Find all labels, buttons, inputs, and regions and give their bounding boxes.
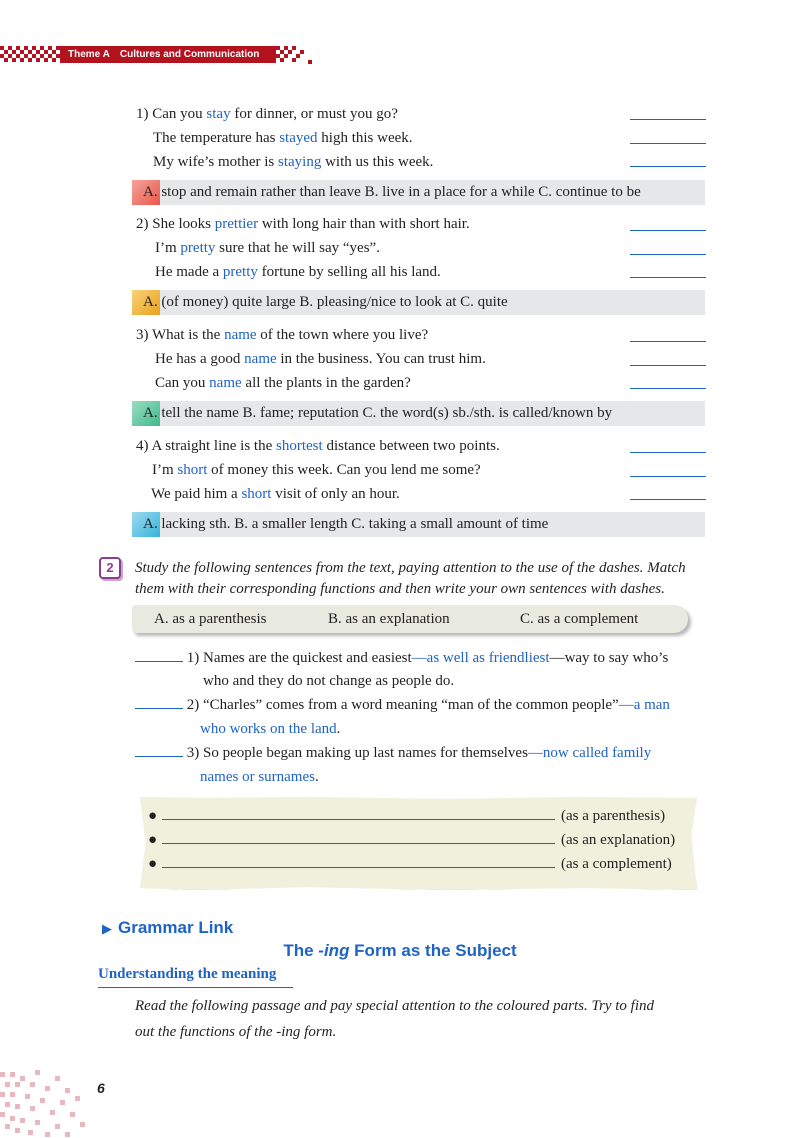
vocab4-sentence3: We paid him a short visit of only an hour. <box>151 486 400 502</box>
answer-blank[interactable] <box>630 166 706 167</box>
vocab1-options: A. stop and remain rather than leave B. live in a place for a while C. continue to be <box>132 180 705 205</box>
match-answer-blank[interactable] <box>135 695 183 709</box>
answer-blank[interactable] <box>630 388 706 389</box>
passage-instruction-line2: out the functions of the -ing form. <box>135 1024 337 1040</box>
vocab2-sentence3: He made a pretty fortune by selling all his land. <box>155 264 441 280</box>
own-sentence-row: ● (as an explanation) <box>148 832 676 848</box>
answer-blank[interactable] <box>630 254 706 255</box>
vocab1-sentence2: The temperature has stayed high this week. <box>153 130 413 146</box>
answer-blank[interactable] <box>630 499 706 500</box>
vocab2-options: A. (of money) quite large B. pleasing/nice to look at C. quite <box>132 290 705 315</box>
own-sentence-row: ● (as a parenthesis) <box>148 808 666 824</box>
answer-blank[interactable] <box>630 230 706 231</box>
task2-item2-line1: 2) “Charles” comes from a word meaning “man of the common people”—a man <box>135 695 670 715</box>
own-sentence-input[interactable] <box>162 854 555 868</box>
answer-blank[interactable] <box>630 119 706 120</box>
answer-blank[interactable] <box>630 365 706 366</box>
answer-blank[interactable] <box>630 143 706 144</box>
task2-item3-line2: names or surnames. <box>200 769 319 785</box>
triangle-arrow-icon: ▶ <box>102 921 112 936</box>
own-sentence-row: ● (as a complement) <box>148 856 672 872</box>
task2-instruction-line1: Study the following sentences from the text, paying attention to the use of the dashes. Match <box>135 560 686 576</box>
vocab1-sentence1: 1) Can you stay for dinner, or must you go? <box>136 106 398 122</box>
answer-blank[interactable] <box>630 341 706 342</box>
match-answer-blank[interactable] <box>135 743 183 757</box>
vocab4-options: A. lacking sth. B. a smaller length C. taking a small amount of time <box>132 512 705 537</box>
own-sentence-input[interactable] <box>162 830 555 844</box>
page-number: 6 <box>97 1080 105 1096</box>
grammar-title: The -ing Form as the Subject <box>283 941 517 960</box>
match-answer-blank[interactable] <box>135 648 183 662</box>
answer-blank[interactable] <box>630 476 706 477</box>
vocab3-sentence2: He has a good name in the business. You can trust him. <box>155 351 486 367</box>
vocab4-sentence2: I’m short of money this week. Can you lend me some? <box>152 462 481 478</box>
header-pattern-left <box>0 44 62 66</box>
function-option-b: B. as an explanation <box>328 611 450 627</box>
vocab3-sentence1: 3) What is the name of the town where you live? <box>136 327 429 343</box>
task-number-badge: 2 <box>99 557 121 579</box>
task2-item3-line1: 3) So people began making up last names for themselves—now called family <box>135 743 651 763</box>
vocab3-options: A. tell the name B. fame; reputation C. the word(s) sb./sth. is called/known by <box>132 401 705 426</box>
vocab4-sentence1: 4) A straight line is the shortest distance between two points. <box>136 438 500 454</box>
vocab3-sentence3: Can you name all the plants in the garden? <box>155 375 411 391</box>
function-options-bar <box>132 605 688 633</box>
own-sentence-input[interactable] <box>162 806 555 820</box>
theme-header <box>60 46 276 63</box>
task2-instruction-line2: them with their corresponding functions and then write your own sentences with dashes. <box>135 581 665 597</box>
vocab1-sentence3: My wife’s mother is staying with us this week. <box>153 154 434 170</box>
grammar-link-heading: ▶ Grammar Link <box>102 918 234 937</box>
task2-item2-line2: who works on the land. <box>200 721 341 737</box>
theme-title: Cultures and Communication <box>119 49 260 60</box>
task2-item1-line2: who and they do not change as people do. <box>203 673 455 689</box>
section-underline <box>98 987 293 988</box>
answer-blank[interactable] <box>630 277 706 278</box>
passage-instruction-line1: Read the following passage and pay special attention to the coloured parts. Try to find <box>135 998 654 1014</box>
function-option-c: C. as a complement <box>520 611 639 627</box>
vocab2-sentence2: I’m pretty sure that he will say “yes”. <box>155 240 380 256</box>
function-option-a: A. as a parenthesis <box>154 611 267 627</box>
task2-item1-line1: 1) Names are the quickest and easiest—as well as friendliest—way to say who’s <box>135 648 668 668</box>
theme-label: Theme A <box>68 49 110 60</box>
header-pattern-right <box>276 44 316 66</box>
footer-pattern <box>0 1066 95 1138</box>
answer-blank[interactable] <box>630 452 706 453</box>
section-heading: Understanding the meaning <box>98 966 277 982</box>
vocab2-sentence1: 2) She looks prettier with long hair than with short hair. <box>136 216 470 232</box>
